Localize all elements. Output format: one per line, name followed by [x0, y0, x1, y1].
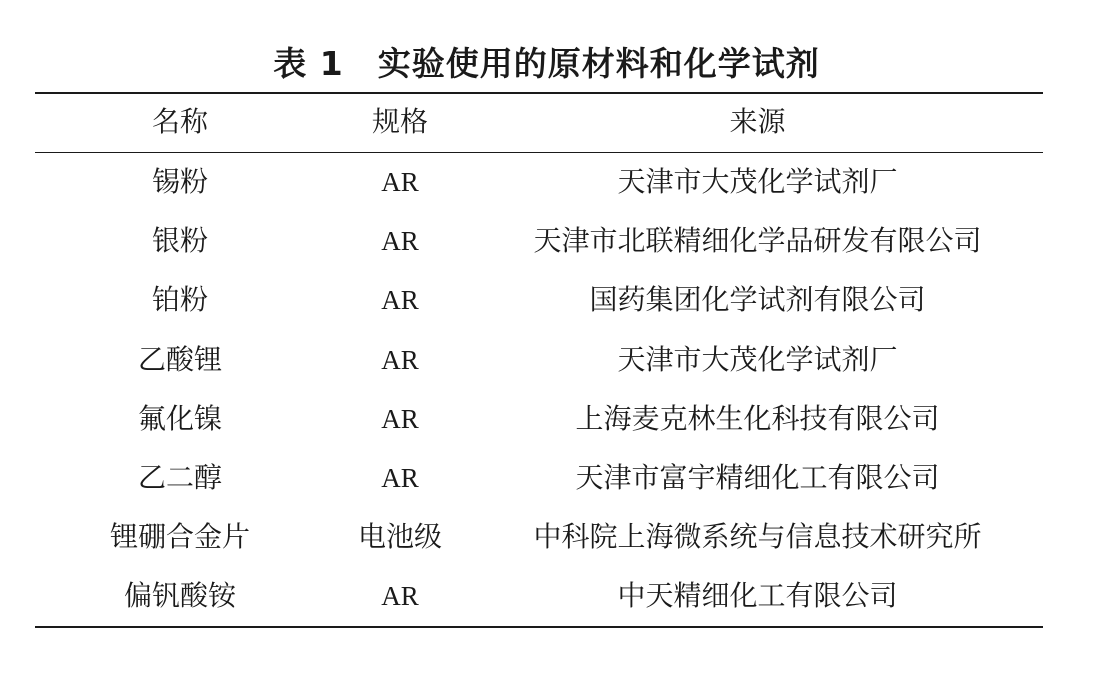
cell-source: 天津市大茂化学试剂厂	[617, 165, 898, 198]
cell-spec: AR	[381, 226, 419, 256]
cell-spec: AR	[381, 463, 419, 493]
table-title: 实验使用的原材料和化学试剂	[377, 44, 820, 83]
cell-name: 乙二醇	[137, 461, 222, 494]
column-header-name: 名称	[151, 105, 208, 138]
cell-spec: AR	[381, 285, 419, 315]
table-header-rule	[35, 152, 1043, 153]
table-number: 表 1	[273, 44, 344, 83]
cell-source: 国药集团化学试剂有限公司	[589, 283, 926, 316]
column-header-source: 来源	[729, 105, 786, 138]
cell-source: 天津市北联精细化学品研发有限公司	[533, 224, 982, 257]
cell-name: 锂硼合金片	[109, 520, 250, 553]
cell-source: 天津市大茂化学试剂厂	[617, 343, 898, 376]
cell-source: 天津市富宇精细化工有限公司	[575, 461, 940, 494]
table-bottom-rule	[35, 626, 1043, 628]
cell-name: 乙酸锂	[137, 343, 222, 376]
cell-name: 银粉	[151, 224, 208, 257]
cell-spec: AR	[381, 404, 419, 434]
cell-spec: AR	[381, 581, 419, 611]
cell-source: 中天精细化工有限公司	[617, 579, 898, 612]
cell-spec: AR	[381, 167, 419, 197]
table-caption	[0, 42, 1093, 86]
cell-name: 铂粉	[151, 283, 208, 316]
cell-name: 偏钒酸铵	[123, 579, 236, 612]
table-top-rule	[35, 92, 1043, 94]
cell-spec: 电池级	[357, 520, 442, 553]
cell-spec: AR	[381, 345, 419, 375]
cell-name: 氟化镍	[137, 402, 222, 435]
column-header-spec: 规格	[371, 105, 428, 138]
cell-source: 中科院上海微系统与信息技术研究所	[533, 520, 982, 553]
cell-source: 上海麦克林生化科技有限公司	[575, 402, 940, 435]
cell-name: 锡粉	[151, 165, 208, 198]
